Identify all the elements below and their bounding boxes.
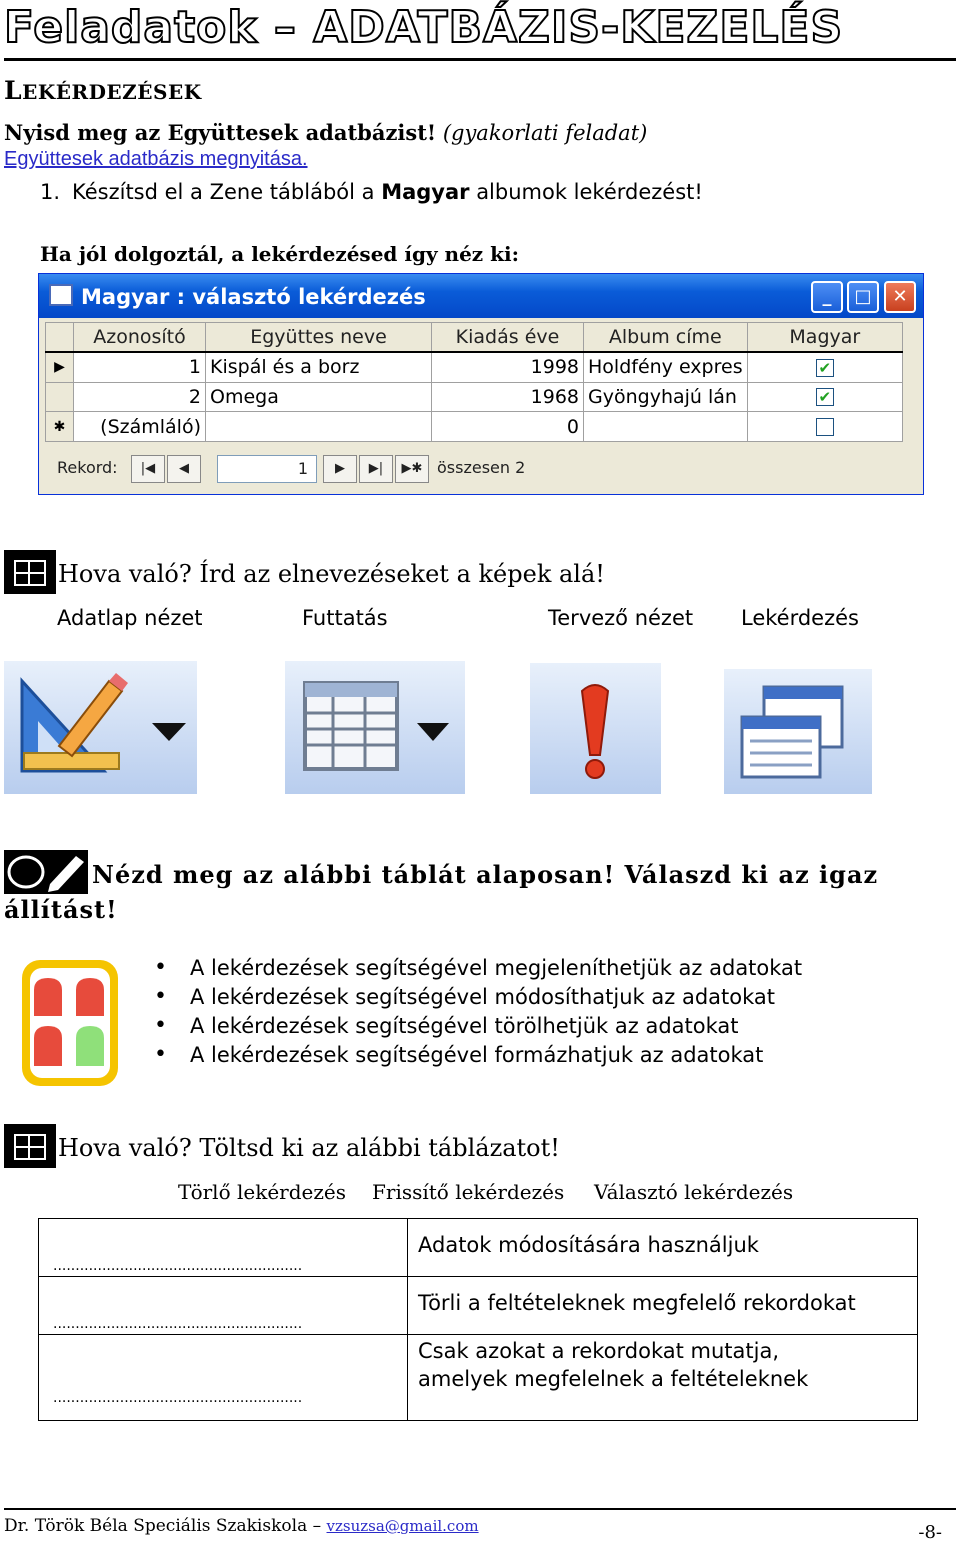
cell-album[interactable]: Gyöngyhajú lán xyxy=(584,382,748,412)
statement-list xyxy=(150,956,802,1072)
footer-divider xyxy=(4,1508,956,1510)
list-item[interactable]: • A lekérdezések segítségével módosíthatjuk az adatokat xyxy=(150,985,802,1014)
last-record-button[interactable]: ▶| xyxy=(359,455,393,483)
run-icon xyxy=(530,663,661,794)
table-task-icon xyxy=(4,1124,56,1168)
cell-year[interactable]: 0 xyxy=(432,412,584,442)
query-window xyxy=(38,273,924,495)
list-item[interactable]: • A lekérdezések segítségével formázhatjuk az adatokat xyxy=(150,1043,802,1072)
option-2: Frissítő lekérdezés xyxy=(372,1180,565,1204)
window-titlebar[interactable] xyxy=(39,274,923,318)
label-3: Tervező nézet xyxy=(548,606,694,630)
footer-text: Dr. Török Béla Speciális Szakiskola – vzsuzsa@gmail.com xyxy=(4,1516,479,1536)
open-instruction: Nyisd meg az Együttesek adatbázist! (gyakorlati feladat) xyxy=(4,120,648,145)
checkbox[interactable]: ✔ xyxy=(816,388,834,406)
column-header[interactable]: Magyar xyxy=(747,323,902,353)
task4-heading: Hova való? Töltsd ki az alábbi táblázatot! xyxy=(58,1134,560,1162)
task2-heading: Hova való? Írd az elnevezéseket a képek alá! xyxy=(58,560,605,588)
column-header[interactable]: Album címe xyxy=(584,323,748,353)
close-button[interactable]: ✕ xyxy=(884,281,916,313)
header-divider xyxy=(4,58,956,61)
record-number-input[interactable]: 1 xyxy=(217,455,317,483)
query-icon xyxy=(724,669,872,794)
first-record-button[interactable]: |◀ xyxy=(131,455,165,483)
table-row xyxy=(39,1335,918,1421)
cell-year[interactable]: 1968 xyxy=(432,382,584,412)
record-navigator xyxy=(45,452,915,486)
design-view-icon xyxy=(4,661,197,794)
cell-name[interactable] xyxy=(206,412,432,442)
option-3: Választó lekérdezés xyxy=(594,1180,794,1204)
row-selector[interactable] xyxy=(46,382,74,412)
maximize-button[interactable]: □ xyxy=(847,281,879,313)
table-row xyxy=(39,1277,918,1335)
cell-name[interactable]: Kispál és a borz xyxy=(206,352,432,382)
cell-year[interactable]: 1998 xyxy=(432,352,584,382)
cell-magyar[interactable] xyxy=(747,412,902,442)
label-4: Lekérdezés xyxy=(741,606,859,630)
table-row xyxy=(46,352,903,382)
checkbox[interactable]: ✔ xyxy=(816,359,834,377)
ghosts-icon xyxy=(20,958,120,1088)
row-selector[interactable]: ✱ xyxy=(46,412,74,442)
record-total: összesen 2 xyxy=(437,458,526,477)
minimize-button[interactable]: _ xyxy=(811,281,843,313)
description-cell: Adatok módosítására használjuk xyxy=(408,1219,918,1277)
page-header-title: Feladatok – ADATBÁZIS-KEZELÉS xyxy=(4,2,844,53)
row-selector[interactable]: ▶ xyxy=(46,352,74,382)
cell-id[interactable]: (Számláló) xyxy=(74,412,206,442)
datasheet-view-icon xyxy=(285,661,465,794)
list-item[interactable]: • A lekérdezések segítségével törölhetjük az adatokat xyxy=(150,1014,802,1043)
cell-album[interactable]: Holdfény expres xyxy=(584,352,748,382)
cell-id[interactable]: 1 xyxy=(74,352,206,382)
cell-magyar[interactable] xyxy=(747,382,902,412)
column-header[interactable]: Kiadás éve xyxy=(432,323,584,353)
table-row-new xyxy=(46,412,903,442)
description-cell: Csak azokat a rekordokat mutatja, amelyek megfelelnek a feltételeknek xyxy=(408,1335,918,1421)
description-cell: Törli a feltételeknek megfelelő rekordokat xyxy=(408,1277,918,1335)
result-caption: Ha jól dolgoztál, a lekérdezésed így néz ki: xyxy=(40,242,519,266)
answer-blank[interactable]: ........................................................ xyxy=(39,1219,408,1277)
option-1: Törlő lekérdezés xyxy=(178,1180,346,1204)
email-link[interactable]: vzsuzsa@gmail.com xyxy=(326,1517,479,1535)
table-row xyxy=(46,382,903,412)
list-item[interactable]: • A lekérdezések segítségével megjeleníthetjük az adatokat xyxy=(150,956,802,985)
matching-table xyxy=(38,1218,918,1421)
header-row xyxy=(46,323,903,353)
select-all-cell[interactable] xyxy=(46,323,74,353)
cell-id[interactable]: 2 xyxy=(74,382,206,412)
column-header[interactable]: Együttes neve xyxy=(206,323,432,353)
task3-heading-cont: állítást! xyxy=(4,895,118,924)
cell-name[interactable]: Omega xyxy=(206,382,432,412)
cell-magyar[interactable] xyxy=(747,352,902,382)
cell-album[interactable] xyxy=(584,412,748,442)
answer-blank[interactable]: ........................................................ xyxy=(39,1335,408,1421)
task-1: 1. Készítsd el a Zene táblából a Magyar albumok lekérdezést! xyxy=(40,180,703,204)
answer-blank[interactable]: ........................................................ xyxy=(39,1277,408,1335)
table-row xyxy=(39,1219,918,1277)
query-icon xyxy=(49,284,73,306)
table-task-icon xyxy=(4,550,56,594)
window-title: Magyar : választó lekérdezés xyxy=(81,285,426,309)
task3-heading: Nézd meg az alábbi táblát alaposan! Válaszd ki az igaz xyxy=(92,860,879,889)
datasheet-grid xyxy=(45,322,903,442)
next-record-button[interactable]: ▶ xyxy=(323,455,357,483)
prev-record-button[interactable]: ◀ xyxy=(167,455,201,483)
open-database-link[interactable]: Együttesek adatbázis megnyitása. xyxy=(4,148,308,170)
new-record-button[interactable]: ▶✱ xyxy=(395,455,429,483)
record-label: Rekord: xyxy=(57,458,118,477)
label-2: Futtatás xyxy=(302,606,388,630)
column-header[interactable]: Azonosító xyxy=(74,323,206,353)
page-number: -8- xyxy=(918,1522,942,1543)
label-1: Adatlap nézet xyxy=(57,606,203,630)
section-title: LEKÉRDEZÉSEK xyxy=(4,76,202,105)
circle-pencil-icon xyxy=(4,850,84,894)
checkbox[interactable] xyxy=(816,418,834,436)
